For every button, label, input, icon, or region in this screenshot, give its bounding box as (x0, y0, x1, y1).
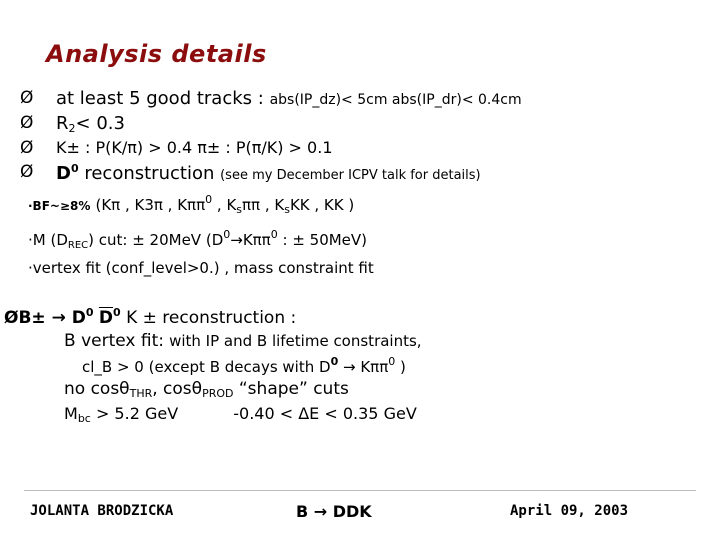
bf-modes-part: (Kπ , K3π , Kππ (95, 196, 206, 214)
bullet-arrow-icon: Ø (20, 138, 34, 158)
dbar-label: $\overline{D}$ (98, 308, 114, 328)
r2-label: R (56, 113, 69, 134)
delta-e-cut: -0.40 < ΔE < 0.35 GeV (233, 404, 417, 423)
bf-line (28, 193, 354, 216)
r2-cut: < 0.3 (75, 113, 125, 134)
b-vertex-line-4 (64, 404, 417, 425)
b-vertex-line-2 (82, 355, 406, 376)
page-title: Analysis details (46, 40, 267, 68)
bf-modes-sup: 0 (205, 193, 213, 206)
shape-cut-part: “shape” cuts (238, 379, 349, 399)
shape-cut-sub: PROD (202, 387, 234, 400)
b-reconstruction-heading (4, 306, 296, 328)
bf-modes-sub: s (284, 203, 290, 216)
clb-sup: 0 (330, 355, 339, 368)
footer-topic: B → DDK (296, 502, 372, 521)
footer-author: JOLANTA BRODZICKA (30, 503, 174, 519)
mass-cut-sup: 0 (270, 228, 278, 241)
d0-superscript: 0 (70, 162, 79, 175)
b-recon-sup: 0 (85, 306, 94, 319)
shape-cut-part: no cosθ (64, 379, 130, 399)
r2-subscript: 2 (68, 122, 76, 135)
d0-recon-text: reconstruction (84, 163, 215, 184)
bullet-1-text (56, 88, 522, 109)
bf-modes-part: , K (216, 196, 237, 214)
mbc-sub: bc (77, 412, 91, 425)
b-vertex-line-1 (64, 331, 422, 351)
mass-cut-part: : ± 50MeV) (282, 231, 368, 249)
bullet-1-small: abs(IP_dz)< 5cm abs(IP_dr)< 0.4cm (269, 92, 522, 108)
b-recon-rest: K ± reconstruction : (126, 308, 297, 328)
b-recon-sup: 0 (113, 306, 121, 319)
mass-cut-part: ) cut: ± 20MeV (D (88, 231, 224, 249)
b-vertex-main: B vertex fit: (64, 331, 164, 351)
bullet-1-main: at least 5 good tracks : (56, 88, 264, 109)
bf-modes-part: KK , KK ) (289, 196, 355, 214)
vertex-fit-line: ·vertex fit (conf_level>0.) , mass constraint fit (28, 259, 374, 277)
footer-divider (24, 490, 696, 491)
clb-part: cl_B > 0 (except B decays with D (82, 358, 331, 376)
bf-modes-sub: s (236, 203, 243, 216)
bullet-arrow-icon: Ø (20, 113, 34, 133)
bf-label: ·BF~≥8% (28, 199, 91, 213)
bullet-arrow-icon: Ø (20, 162, 34, 182)
bullet-3-text: K± : P(K/π) > 0.4 π± : P(π/K) > 0.1 (56, 138, 333, 157)
bullet-4-small: (see my December ICPV talk for details) (220, 168, 481, 183)
mass-cut-sup: 0 (223, 228, 231, 241)
mass-cut-sub: REC (67, 240, 89, 251)
bullet-4-text (56, 162, 481, 184)
clb-sup: 0 (388, 355, 396, 368)
mass-cut-part: ·M (D (28, 231, 68, 249)
shape-cut-part: , cosθ (152, 379, 203, 399)
bf-modes-part: ππ , K (242, 196, 285, 214)
bullet-2-text (56, 113, 125, 135)
b-recon-prefix: ØB± → D (4, 308, 86, 328)
shape-cut-sub: THR (129, 387, 153, 400)
mass-cut-line (28, 228, 367, 251)
mbc-cut: > 5.2 GeV (95, 404, 179, 423)
b-vertex-line-3 (64, 379, 349, 400)
clb-part: → Kππ (343, 358, 389, 376)
clb-part: ) (400, 358, 406, 376)
footer-date: April 09, 2003 (510, 503, 629, 519)
mbc-label: M (64, 404, 78, 423)
bullet-arrow-icon: Ø (20, 88, 34, 108)
bf-modes (95, 193, 355, 216)
mass-cut-part: →Kππ (230, 231, 271, 249)
b-vertex-small: with IP and B lifetime constraints, (169, 332, 422, 350)
d0-label: D (56, 163, 71, 184)
